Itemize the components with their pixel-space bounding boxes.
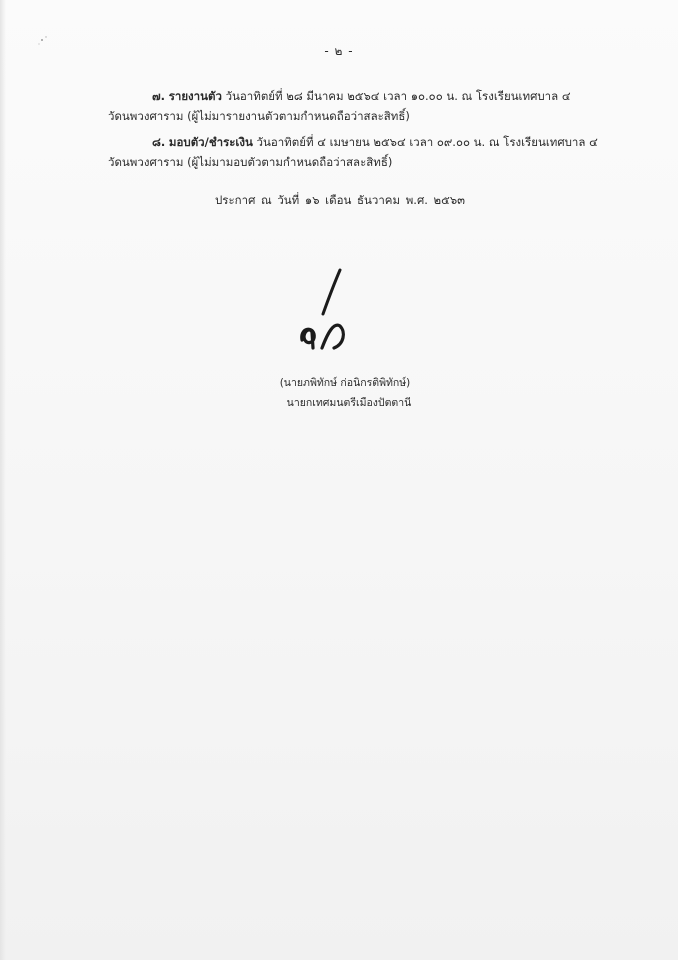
handwritten-signature bbox=[290, 262, 380, 362]
page-number: - ๒ - bbox=[324, 44, 354, 58]
signer-name: (นายภพิทักษ์ ก่อนิกรติพิทักษ์) bbox=[279, 377, 411, 389]
item-7-heading: รายงานตัว bbox=[168, 89, 222, 103]
item-8-paragraph bbox=[108, 132, 608, 172]
item-8-first-line bbox=[108, 132, 608, 152]
item-8-details: วันอาทิตย์ที่ ๔ เมษายน ๒๕๖๔ เวลา ๐๙.๐๐ น. ณ โรงเรียนเทศบาล ๔ bbox=[256, 135, 598, 149]
item-7-number: ๗. bbox=[152, 89, 166, 103]
item-8-heading: มอบตัว/ชำระเงิน bbox=[168, 135, 253, 149]
item-7-first-line bbox=[108, 86, 608, 106]
announcement-date-line: ประกาศ ณ วันที่ ๑๖ เดือน ธันวาคม พ.ศ. ๒๕๖๓ bbox=[215, 193, 466, 207]
item-7-details: วันอาทิตย์ที่ ๒๘ มีนาคม ๒๕๖๔ เวลา ๑๐.๐๐ น. ณ โรงเรียนเทศบาล ๔ bbox=[225, 89, 571, 103]
item-8-number: ๘. bbox=[152, 135, 166, 149]
item-7-continuation: วัดนพวงศาราม (ผู้ไม่มารายงานตัวตามกำหนดถือว่าสละสิทธิ์) bbox=[108, 109, 410, 123]
scan-edge-shadow bbox=[0, 0, 6, 960]
item-7-paragraph bbox=[108, 86, 608, 126]
item-8-continuation: วัดนพวงศาราม (ผู้ไม่มามอบตัวตามกำหนดถือว่าสละสิทธิ์) bbox=[108, 155, 393, 169]
signer-title: นายกเทศมนตรีเมืองปัตตานี bbox=[286, 397, 412, 409]
